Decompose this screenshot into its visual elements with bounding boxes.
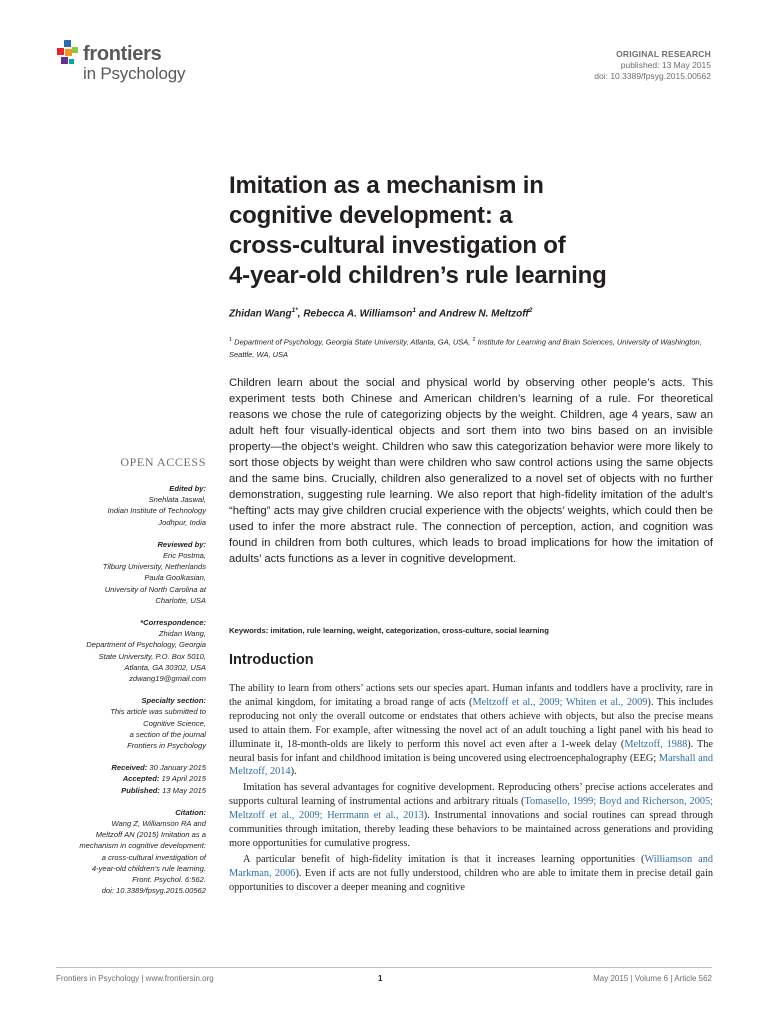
dates-section: Received: 30 January 2015 Accepted: 19 April 2015 Published: 13 May 2015 <box>111 763 206 795</box>
affiliation-2: Institute for Learning and Brain Sciences, University of Washington, Seattle, WA, USA <box>229 337 702 359</box>
author-name[interactable]: Andrew N. Meltzoff <box>438 308 529 320</box>
body-text: A particular benefit of high-fidelity imitation is that it increases learning opportunities ( <box>243 853 645 865</box>
citation-link[interactable]: Meltzoff et al., 2009; Whiten et al., 2009 <box>472 696 648 708</box>
article-title <box>229 171 689 291</box>
citation-link[interactable]: Meltzoff, 1988 <box>624 738 688 750</box>
specialty-section: Specialty section: This article was submitted to Cognitive Science, a section of the journal Frontiers in Psychology <box>110 696 206 751</box>
body-text: ). Instrumental innovations and social routines can spread through communities through imitation, thereby leading these behaviors to be maintained across generations and providing more opportunities for cumulative progress. <box>229 810 713 849</box>
author-sup: 1 <box>412 307 416 314</box>
paragraph <box>229 682 713 779</box>
affiliations: $^1$ Department of Psychology, Georgia State University, Atlanta, GA, USA, $^2$ Institute for Learning and Brain Sciences, University of Washington, Seattle, WA, USA <box>229 337 702 359</box>
abstract: Children learn about the social and physical world by observing other people’s acts. This experiment tests both Chinese and American children’s learning of a rule. For theoretical reasons we chose the rule of categorizing objects by the weight. Children, age 4 years, saw an adult heft four visually-identical objects and sort them into two bins based on an invisible property—the object’s weight. Children who saw this categorization behavior were more likely to sort those objects by weight than were children who saw control actions using the same objects and the same bins. Crucially, children also generalized to a novel set of objects with no further demonstration, suggesting rule learning. We also report that high-fidelity imitation of the adult’s “hefting” acts may give children crucial experience with the objects’ weights, which could then be used to infer the more abstract rule. The connection of perception, action, and cognition was found in children from both cultures, which leads to broad implications for how the imitation of adults’ acts functions as a lever in cognitive development. <box>229 377 713 565</box>
author-name[interactable]: Zhidan Wang <box>229 308 292 320</box>
citation-section: Citation: Wang Z, Williamson RA and Meltzoff AN (2015) Imitation as a mechanism in cognitive development: a cross-cultural investigation of 4-year-old children’s rule learning. Front. Psychol. 6:562. doi: 10.3389/fpsyg.2015.00562 <box>79 807 206 896</box>
title-line: Imitation as a mechanism in <box>229 172 544 199</box>
published-date: published: 13 May 2015 <box>620 60 711 70</box>
body-text: ). The neural basis for infant and childhood imitation is being uncovered using electroencephalography (EEG; <box>229 738 713 764</box>
page-number: 1 <box>378 974 383 983</box>
article-meta <box>594 49 711 82</box>
introduction-body <box>229 682 713 897</box>
logo-journal-name: in Psychology <box>83 64 186 83</box>
reviewed-by-section: Reviewed by: Eric Postma, Tilburg University, Netherlands Paula Goolkasian, University of North Carolina at Charlotte, USA <box>102 539 206 605</box>
footer-issue: May 2015 | Volume 6 | Article 562 <box>593 974 712 983</box>
title-line: cross-cultural investigation of <box>229 232 566 259</box>
keywords: Keywords: imitation, rule learning, weight, categorization, cross-culture, social learning <box>229 626 549 635</box>
frontiers-logo-icon <box>56 40 80 68</box>
body-text: Imitation has several advantages for cognitive development. Reproducing others’ precise actions accelerates and supports cultural learning of instrumental actions and arbitrary rituals ( <box>229 782 713 808</box>
correspondence-section: *Correspondence: Zhidan Wang, Department of Psychology, Georgia State University, P.O. Box 5010, Atlanta, GA 30302, USA zdwang19@gmail.com <box>40 617 206 684</box>
body-text: ). Even if acts are not fully understood, children who are able to imitate them in precise detail gain opportunities to discover a deeper meaning and cognitive <box>229 867 713 893</box>
editorial-sidebar <box>40 483 206 908</box>
body-text: The ability to learn from others’ actions sets our species apart. Human infants and toddlers have a proclivity, rare in the animal kingdom, for imitating a broad range of acts ( <box>229 683 713 708</box>
author-list: Zhidan Wang$^{1*}$, Rebecca A. Williamson$^1$ and Andrew N. Meltzoff$^2$ <box>229 307 533 320</box>
correspondence-email[interactable]: zdwang19@gmail.com <box>129 674 206 684</box>
logo-wordmark: frontiers <box>83 43 162 65</box>
body-text: ). <box>290 766 297 778</box>
title-line: 4-year-old children’s rule learning <box>229 262 607 289</box>
footer-journal[interactable]: Frontiers in Psychology | www.frontiersin.org <box>56 974 214 983</box>
citation-link[interactable]: Marshall and Meltzoff, 2014 <box>229 752 713 778</box>
section-heading-introduction: Introduction <box>229 652 314 668</box>
paragraph <box>229 853 713 895</box>
affiliation-1: Department of Psychology, Georgia State University, Atlanta, GA, USA, <box>234 337 471 347</box>
citation-link[interactable]: Tomasello, 1999; Boyd and Richerson, 2005; Meltzoff et al., 2009; Herrmann et al., 2013 <box>229 796 714 822</box>
footer-divider <box>56 967 712 968</box>
author-sup: 2 <box>528 307 533 314</box>
journal-logo[interactable] <box>56 40 236 88</box>
article-doi[interactable]: doi: 10.3389/fpsyg.2015.00562 <box>594 71 711 81</box>
citation-link[interactable]: Williamson and Markman, 2006 <box>229 853 714 879</box>
author-sup: 1* <box>291 307 298 314</box>
article-type: ORIGINAL RESEARCH <box>616 49 711 59</box>
title-line: cognitive development: a <box>229 202 513 229</box>
edited-by-section: Edited by: Snehlata Jaswal, Indian Institute of Technology Jodhpur, India <box>107 484 206 527</box>
paragraph <box>229 781 713 851</box>
open-access-label: OPEN ACCESS <box>120 455 206 469</box>
body-text: ). This includes reproducing not only the overall outcome or endstates that others achieve with objects, but also the precise means used to attain them. For example, after witnessing the novel act of an adult touching a light panel with his head to illuminate it, 18-month-olds are likely to perform this novel act even after a 1-week delay ( <box>229 696 713 750</box>
author-name[interactable]: Rebecca A. Williamson <box>303 308 413 320</box>
